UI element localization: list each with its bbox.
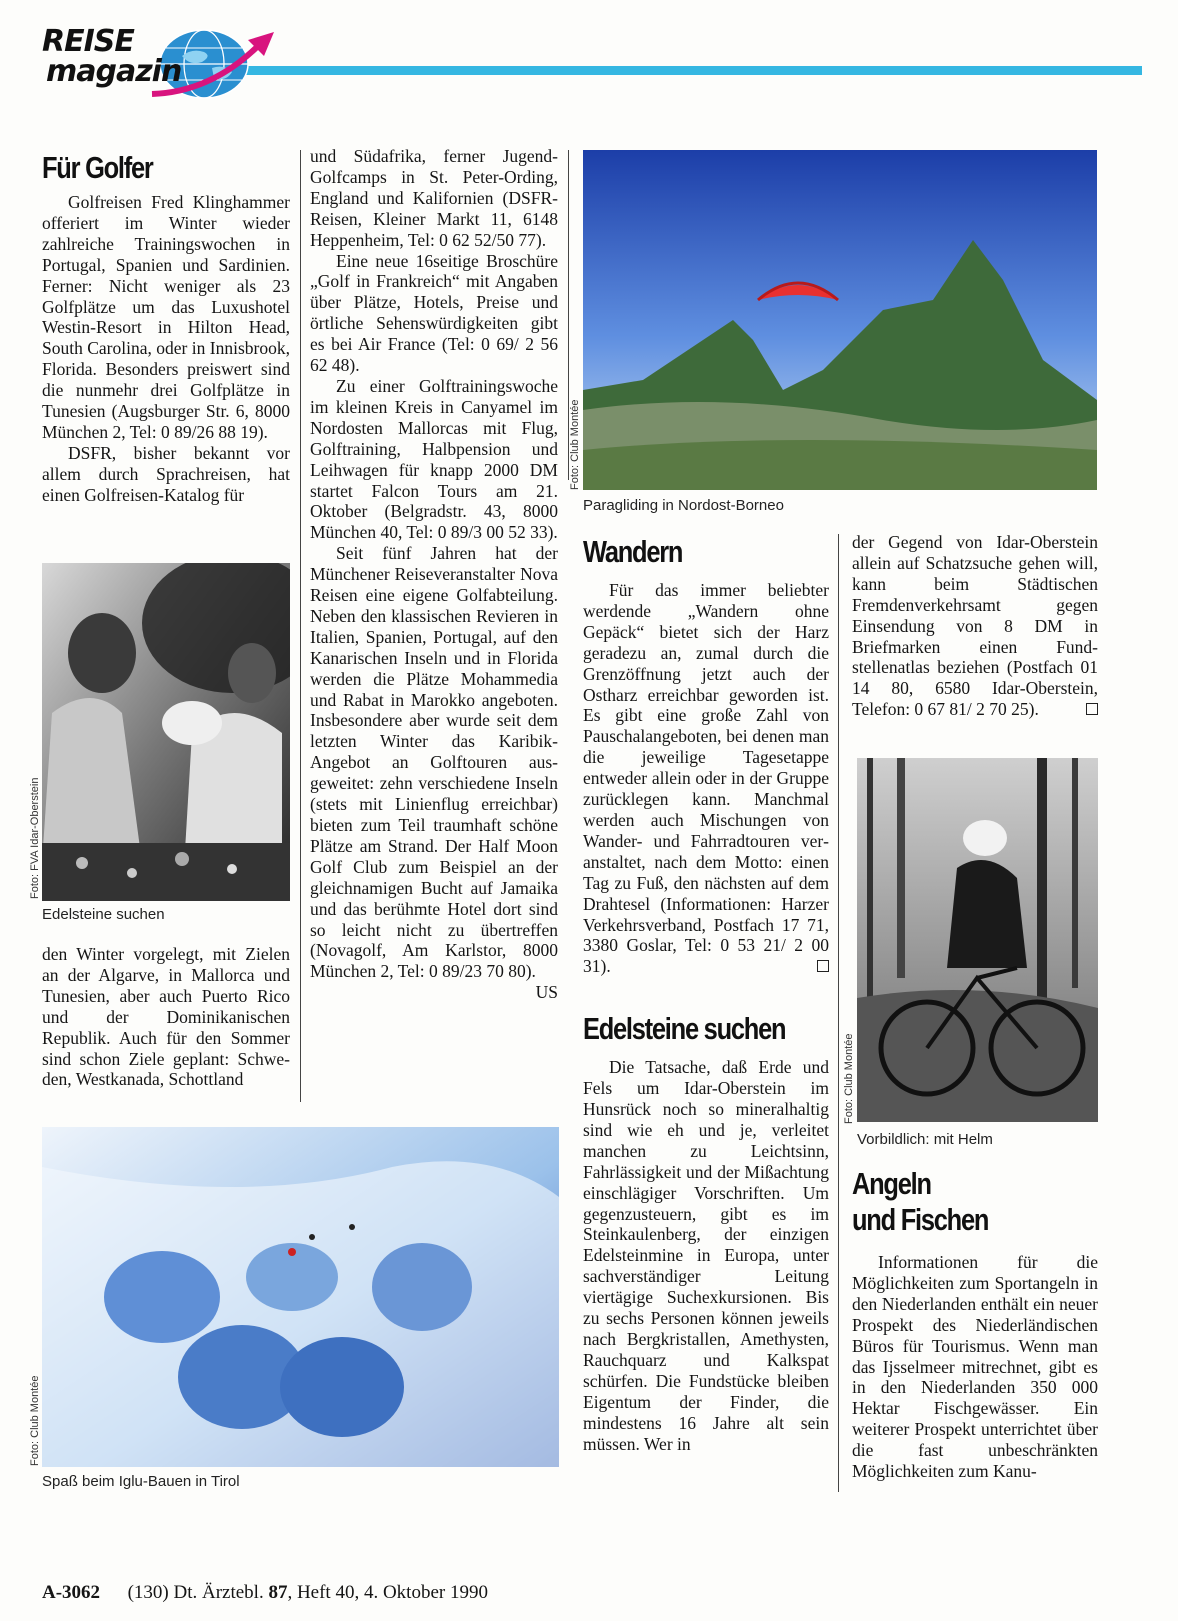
angeln-paragraph-1: Informationen für die Möglichkeiten zum Sportangeln in den Niederlanden enthält ein neuer Prospekt des Niederländischen Büros für Tourismus. Wenn man das Ijsselmeer mitrechnet, gibt es in den Niederlanden 350 000 Hektar Fischgewässer. Ein weiterer Prospekt unterrichtet über die fast unbeschränkten Möglichkeiten zum Kanu- — [852, 1252, 1098, 1482]
edelsteine-column-continued — [852, 532, 1098, 720]
masthead-rule — [242, 66, 1142, 75]
credit-paragliding: Foto: Club Montée — [569, 399, 581, 490]
edelsteine-paragraph-2-text: der Gegend von Idar-Oberstein allein auf Schatzsuche gehen will, kann beim Städtischen Fremdenverkehrsamt gegen Einsendung von 8 DM in Briefmarken einen Fundstellenatlas beziehen (Postfach 01 14 80, 6580 Idar-Oberstein, Telefon: 0 67 81/ 2 70 25). — [852, 532, 1098, 720]
masthead-word-magazin: magazin — [46, 54, 182, 89]
photo-edelsteine — [42, 563, 290, 901]
wandern-paragraph-1-text: Für das immer beliebter werdende „Wandern ohne Gepäck“ bietet sich der Harz geradezu an, zumal durch die Grenzöffnung jetzt auch der Ostharz erreichbar geworden ist. Es gibt eine große Zahl von Pauschalangeboten, bei denen man die jeweilige Tagesetappe entweder allein oder in der Gruppe zurücklegen kann. Manchmal werden auch Mischungen von Wander- und Fahrradtouren veranstaltet, nach dem Motto: einen Tag zu Fuß, den nächsten auf dem Drahtesel (Informationen: Harzer Verkehrsverband, Postfach 17 71, 3380 Goslar, Tel: 0 53 21/ 2 00 31). — [583, 580, 829, 977]
golf-paragraph-7: Seit fünf Jahren hat der Münchener Reiseveranstalter Nova Reisen eine eigene Golfabteilung. Neben den klassischen Revieren in Italien, Spanien, Portugal, auf den Kanarischen Inseln und in Florida werden die Plätze Mohammedia und Rabat in Marokko angeboten. Insbesondere aber wurde seit dem letzten Winter das Karibik-Angebot an Golftouren ausgeweitet: zehn verschiedene Inseln (stets mit Linienflug erreichbar) bieten zum Teil traumhaft schöne Plätze am Strand. Der Half Moon Golf Club zum Beispiel an der gleichnamigen Bucht auf Jamaika und das berühmte Hotel dort sind so leicht nicht zu übertreffen (Novagolf, Am Karlstor, 8000 München 2, Tel: 0 89/23 70 80). — [310, 543, 558, 982]
golf-paragraph-2: DSFR, bisher bekannt vor allem durch Sprachreisen, hat einen Golfreisen-Katalog für — [42, 442, 290, 505]
golf-paragraph-3: den Winter vorgelegt, mit Zielen an der Algarve, in Mallorca und Tunesien, aber auch Puerto Rico und der Dominikanischen Republik. Auch für den Sommer sind schon Ziele geplant: Schweden, Westkanada, Schottland — [42, 944, 290, 1090]
golf-paragraph-5: Eine neue 16seitige Broschüre „Golf in Frankreich“ mit Angaben über Plätze, Hotels, Preise und örtliche Sehenswürdigkeiten gibt es bei Air France (Tel: 0 69/ 2 56 62 48). — [310, 250, 558, 376]
golf-paragraph-1: Golfreisen Fred Klinghammer offeriert im Winter wieder zahlreiche Trainingswochen in Portugal, Spanien und Sardinien. Ferner: Nicht weniger als 23 Golfplätze um das Luxushotel Westin-Resort in Hilton Head, South Carolina, oder in Innisbrook, Florida. Besonders preiswert sind die nunmehr drei Golfplätze in Tunesien (Augsburger Str. 6, 8000 München 2, Tel: 0 89/26 88 19). — [42, 192, 290, 442]
golf-paragraph-6: Zu einer Golftrainingswoche im kleinen Kreis in Canyamel im Nordosten Mallorcas mit Flug, Golftraining, Halbpension und Leihwagen für knapp 2000 DM startet Falcon Tours am 21. Oktober (Belgradstr. 43, 8000 München 40, Tel: 0 89/3 00 52 33). — [310, 375, 558, 543]
footer-issue-suffix: , Heft 40, 4. Oktober 1990 — [287, 1582, 488, 1603]
golf-column-1-continued — [42, 944, 290, 1090]
credit-bike: Foto: Club Montée — [843, 1033, 855, 1124]
credit-edelsteine: Foto: FVA Idar-Oberstein — [29, 777, 41, 899]
end-mark-icon — [1086, 703, 1098, 715]
wandern-column — [583, 534, 829, 1454]
column-rule-3 — [838, 534, 839, 1492]
footer-volume: 87 — [268, 1582, 288, 1603]
angeln-heading-line-2: und Fischen — [852, 1202, 989, 1237]
golf-paragraph-4: und Südafrika, ferner Jugend-Golfcamps in St. Peter-Ording, England und Kalifornien (DSFR-Reisen, Kleiner Markt 11, 6148 Heppenheim, Tel: 0 62 52/50 77). — [310, 146, 558, 250]
edelsteine-paragraph-1: Die Tatsache, daß Erde und Fels um Idar-Oberstein im Hunsrück noch so mineralhaltig sind wie eh und je, verleitet manchen zu Leichtsinn, Fahrlässigkeit und der Mißachtung einschlägiger Vorschriften. Um gegenzusteuern, gibt es im Steinkaulenberg, der einzigen Edelsteinmine in Europa, unter sachverständiger Leitung viertägige Suchexkursionen. Bis zu sechs Personen können jeweils nach Bergkristallen, Amethysten, Rauchquarz und Kalkspat schürfen. Die Fundstücke bleiben Eigentum der Finder, die mindestens 16 Jahre alt sein müssen. Wer in — [583, 1057, 829, 1454]
end-mark-icon — [817, 960, 829, 972]
golf-heading: Für Golfer — [42, 150, 153, 185]
golf-column-1 — [42, 150, 290, 506]
caption-bike: Vorbildlich: mit Helm — [857, 1131, 993, 1148]
caption-iglu: Spaß beim Iglu-Bauen in Tirol — [42, 1473, 240, 1490]
caption-edelsteine: Edelsteine suchen — [42, 906, 165, 923]
masthead-word-reise: REISE — [42, 24, 134, 59]
credit-iglu: Foto: Club Montée — [29, 1375, 41, 1466]
photo-iglu — [42, 1127, 559, 1467]
masthead — [42, 18, 1152, 98]
edelsteine-heading: Edelsteine suchen — [583, 1011, 786, 1047]
footer-issue-prefix: (130) Dt. Ärztebl. — [127, 1582, 264, 1603]
column-rule-1 — [300, 150, 301, 1102]
page-footer — [42, 1582, 488, 1604]
golf-signature: US — [535, 982, 558, 1003]
photo-paragliding — [583, 150, 1097, 490]
photo-bike — [857, 758, 1098, 1122]
footer-page-number: A-3062 — [42, 1582, 101, 1603]
angeln-column — [852, 1166, 1098, 1482]
angeln-heading-line-1: Angeln — [852, 1166, 931, 1201]
golf-column-2 — [310, 146, 558, 1003]
wandern-paragraph-1 — [583, 580, 829, 977]
caption-paragliding: Paragliding in Nordost-Borneo — [583, 497, 784, 514]
edelsteine-paragraph-2 — [852, 532, 1098, 720]
wandern-heading: Wandern — [583, 534, 683, 569]
